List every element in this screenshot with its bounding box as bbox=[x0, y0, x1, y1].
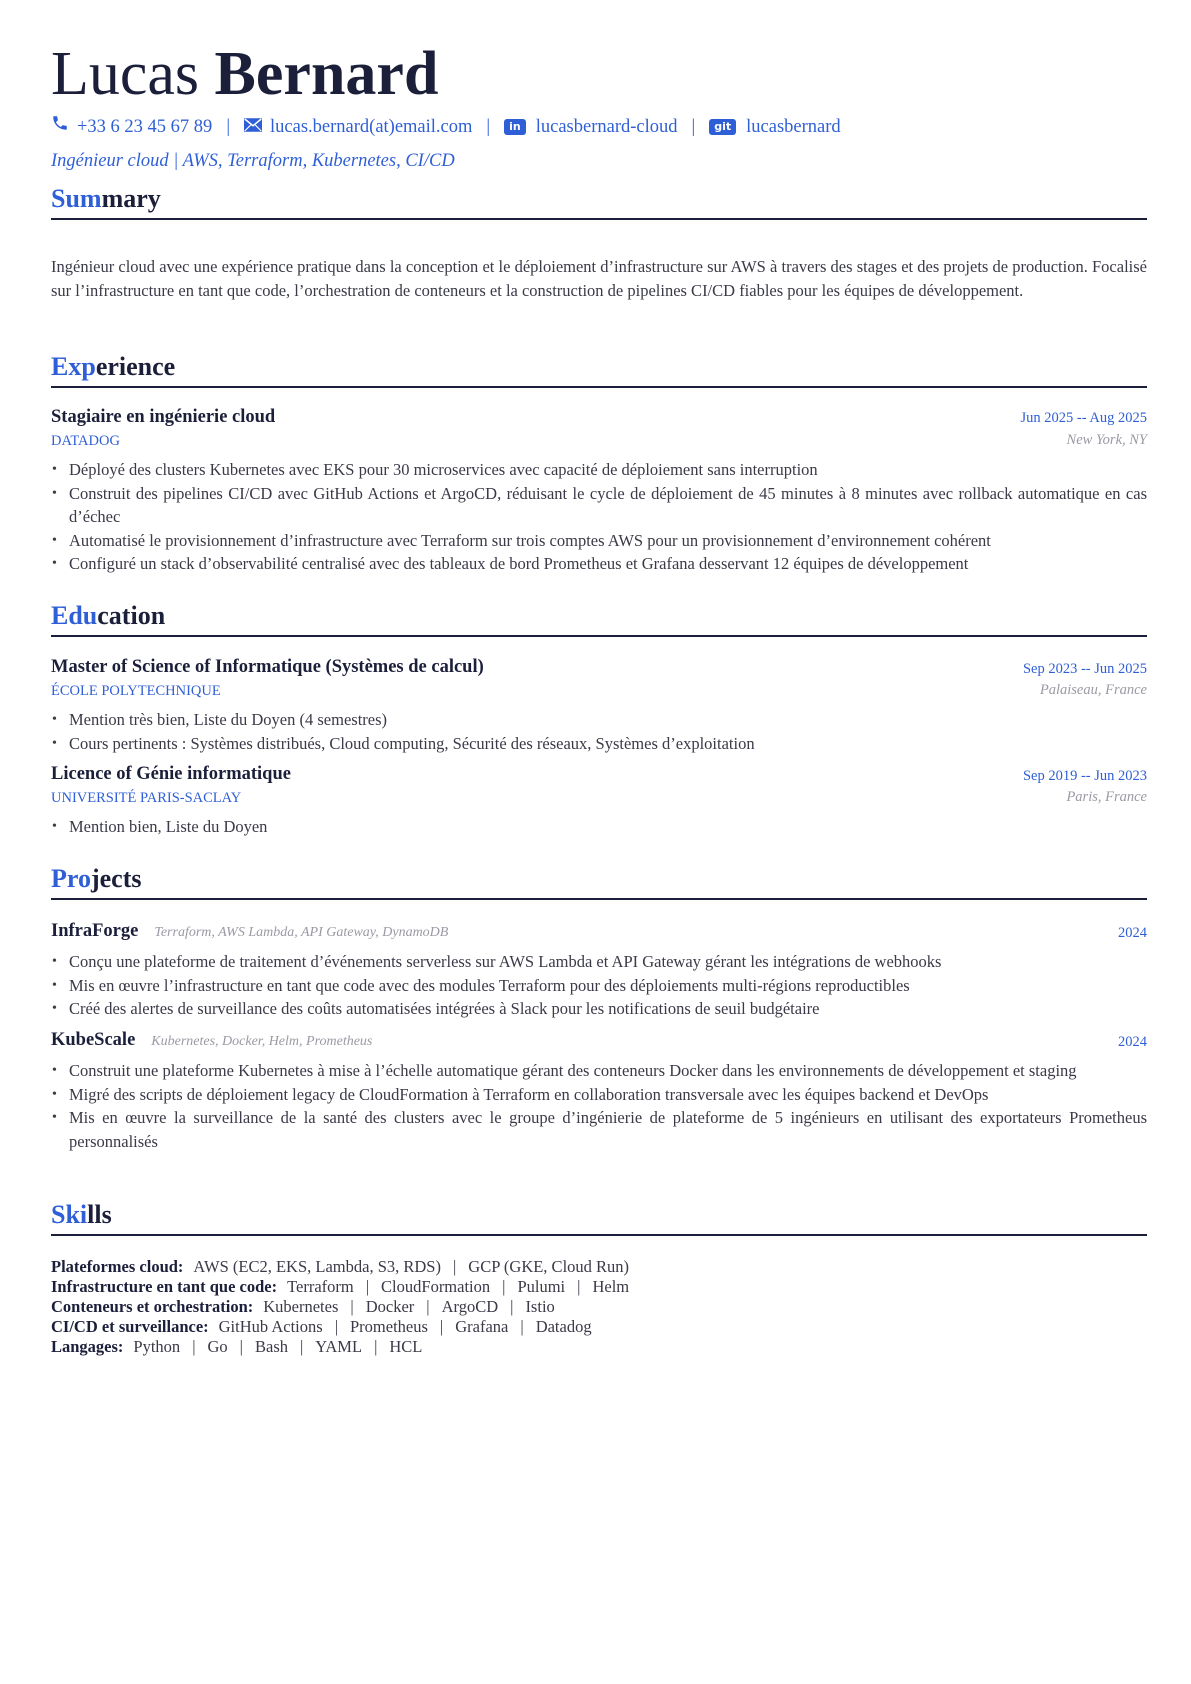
list-item: • Mis en œuvre la surveillance de la santé des clusters avec le groupe d’ingénierie de plateforme de 5 ingénieurs en utilisant des exportateurs Prometheus personnalisés bbox=[51, 1106, 1147, 1153]
separator: | bbox=[365, 1277, 370, 1296]
skills-list bbox=[51, 1257, 1147, 1357]
section-title-accent: Ski bbox=[51, 1200, 88, 1229]
separator: | bbox=[577, 1277, 581, 1296]
linkedin-icon: in bbox=[504, 119, 526, 135]
project-title bbox=[51, 1030, 372, 1051]
skill-item: YAML bbox=[315, 1337, 363, 1356]
list-item: • Construit des pipelines CI/CD avec GitHub Actions et ArgoCD, réduisant le cycle de déploiement de 45 minutes à 8 minutes avec rollback automatique en cas d’échec bbox=[51, 482, 1147, 529]
contact-bar bbox=[51, 114, 841, 139]
candidate-name bbox=[51, 38, 438, 110]
section-title-accent: Exp bbox=[51, 352, 96, 381]
skill-item: Datadog bbox=[535, 1317, 592, 1336]
project-tech: Kubernetes, Docker, Helm, Prometheus bbox=[151, 1034, 373, 1049]
skill-item: CloudFormation bbox=[381, 1277, 491, 1296]
degree-bullets bbox=[51, 708, 1147, 755]
skill-item: ArgoCD bbox=[441, 1297, 499, 1316]
project-bullets bbox=[51, 1059, 1147, 1153]
list-item: • Migré des scripts de déploiement legacy de CloudFormation à Terraform en collaboration transversale avec les équipes backend et DevOps bbox=[51, 1083, 1147, 1107]
skill-row bbox=[51, 1277, 1147, 1297]
job-date: Jun 2025 -- Aug 2025 bbox=[1020, 410, 1147, 426]
section-title-rest: jects bbox=[90, 864, 142, 893]
separator: | bbox=[299, 1337, 304, 1356]
list-item: • Configuré un stack d’observabilité centralisé avec des tableaux de bord Prometheus et Grafana desservant 12 équipes de développement bbox=[51, 552, 1147, 576]
separator: | bbox=[520, 1317, 524, 1336]
separator: | bbox=[334, 1317, 338, 1336]
separator: | bbox=[439, 1317, 444, 1336]
school-location: Palaiseau, France bbox=[1039, 682, 1147, 698]
list-item: • Conçu une plateforme de traitement d’événements serverless sur AWS Lambda et API Gateway gérant les intégrations de webhooks bbox=[51, 950, 1147, 974]
separator: | bbox=[510, 1297, 514, 1316]
job-bullets bbox=[51, 458, 1147, 576]
project-tech: Terraform, AWS Lambda, API Gateway, DynamoDB bbox=[154, 925, 449, 940]
phone-link[interactable]: +33 6 23 45 67 89 bbox=[77, 116, 213, 137]
section-title-experience bbox=[51, 351, 1147, 388]
list-item: • Mis en œuvre l’infrastructure en tant que code avec des modules Terraform pour des déploiements multi-régions reproductibles bbox=[51, 974, 1147, 998]
separator: | bbox=[192, 1337, 196, 1356]
tagline: Ingénieur cloud | AWS, Terraform, Kubernetes, CI/CD bbox=[51, 151, 455, 171]
project-date: 2024 bbox=[1118, 925, 1147, 941]
separator: | bbox=[486, 116, 491, 137]
section-title-rest: cation bbox=[97, 601, 166, 630]
skill-category: Conteneurs et orchestration: bbox=[51, 1297, 254, 1316]
section-title-rest: mary bbox=[101, 184, 161, 213]
section-title-summary bbox=[51, 183, 1147, 220]
separator: | bbox=[691, 116, 696, 137]
skill-item: Python bbox=[133, 1337, 181, 1356]
skill-item: Helm bbox=[592, 1277, 630, 1296]
separator: | bbox=[502, 1277, 506, 1296]
phone-icon bbox=[51, 114, 69, 139]
degree-date: Sep 2023 -- Jun 2025 bbox=[1022, 661, 1147, 677]
skill-item: Docker bbox=[365, 1297, 415, 1316]
separator: | bbox=[226, 116, 231, 137]
list-item: • Mention très bien, Liste du Doyen (4 semestres) bbox=[51, 708, 1147, 732]
section-title-rest: erience bbox=[95, 352, 176, 381]
summary-text: Ingénieur cloud avec une expérience pratique dans la conception et le déploiement d’infrastructure sur AWS à travers des stages et des projets de production. Focalisé sur l’infrastructure en tant que code, l’orchestration de conteneurs et la construction de pipelines CI/CD fiables pour les équipes de développement. bbox=[51, 257, 1147, 300]
degree-title: Licence of Génie informatique bbox=[51, 764, 291, 784]
project-bullets bbox=[51, 950, 1147, 1021]
first-name: Lucas bbox=[51, 40, 200, 108]
list-item: • Construit une plateforme Kubernetes à mise à l’échelle automatique gérant des conteneurs Docker dans les environnements de développement et staging bbox=[51, 1059, 1147, 1083]
separator: | bbox=[350, 1297, 354, 1316]
skill-item: Go bbox=[207, 1337, 228, 1356]
separator: | bbox=[239, 1337, 243, 1356]
skill-item: Grafana bbox=[455, 1317, 509, 1336]
project-name: KubeScale bbox=[51, 1030, 136, 1050]
skill-item: Prometheus bbox=[350, 1317, 428, 1336]
list-item: • Automatisé le provisionnement d’infrastructure avec Terraform sur trois comptes AWS pour un provisionnement d’environnement cohérent bbox=[51, 529, 1147, 553]
job-location: New York, NY bbox=[1066, 432, 1147, 448]
section-title-accent: Pro bbox=[51, 864, 91, 893]
skill-item: Pulumi bbox=[517, 1277, 566, 1296]
email-icon bbox=[244, 115, 262, 139]
github-link[interactable]: lucasbernard bbox=[746, 116, 841, 137]
skill-item: AWS (EC2, EKS, Lambda, S3, RDS) bbox=[193, 1257, 441, 1276]
section-title-education bbox=[51, 600, 1147, 637]
degree-title: Master of Science of Informatique (Systèmes de calcul) bbox=[51, 657, 484, 677]
skill-item: Istio bbox=[525, 1297, 555, 1316]
skill-item: Terraform bbox=[287, 1277, 354, 1296]
section-title-accent: Edu bbox=[51, 601, 98, 630]
project-name: InfraForge bbox=[51, 921, 139, 941]
separator: | bbox=[452, 1257, 457, 1276]
last-name: Bernard bbox=[214, 40, 439, 108]
linkedin-link[interactable]: lucasbernard-cloud bbox=[535, 116, 678, 137]
list-item: • Créé des alertes de surveillance des coûts automatisées intégrées à Slack pour les notifications de seuil budgétaire bbox=[51, 997, 1147, 1021]
skill-item: GitHub Actions bbox=[218, 1317, 323, 1336]
skill-item: HCL bbox=[389, 1337, 423, 1356]
skill-row bbox=[51, 1297, 1147, 1317]
skill-category: Infrastructure en tant que code: bbox=[51, 1277, 278, 1296]
section-title-accent: Sum bbox=[51, 184, 102, 213]
separator: | bbox=[426, 1297, 430, 1316]
list-item: • Déployé des clusters Kubernetes avec EKS pour 30 microservices avec capacité de déploiement sans interruption bbox=[51, 458, 1147, 482]
skill-category: Langages: bbox=[51, 1337, 124, 1356]
school-location: Paris, France bbox=[1066, 789, 1147, 805]
job-company: DATADOG bbox=[51, 433, 120, 449]
section-title-projects bbox=[51, 863, 1147, 900]
degree-date: Sep 2019 -- Jun 2023 bbox=[1022, 768, 1147, 784]
section-title-skills bbox=[51, 1199, 1147, 1236]
git-icon: git bbox=[709, 119, 736, 135]
section-title-rest: lls bbox=[87, 1200, 112, 1229]
skill-category: CI/CD et surveillance: bbox=[51, 1317, 209, 1336]
school-name: ÉCOLE POLYTECHNIQUE bbox=[51, 683, 221, 699]
skill-row bbox=[51, 1317, 1147, 1337]
skill-item: GCP (GKE, Cloud Run) bbox=[468, 1257, 630, 1276]
degree-bullets bbox=[51, 815, 1147, 839]
skill-item: Kubernetes bbox=[263, 1297, 339, 1316]
project-date: 2024 bbox=[1118, 1034, 1147, 1050]
separator: | bbox=[374, 1337, 378, 1356]
job-title: Stagiaire en ingénierie cloud bbox=[51, 407, 276, 427]
list-item: • Mention bien, Liste du Doyen bbox=[51, 815, 1147, 839]
project-title bbox=[51, 921, 448, 942]
email-link[interactable]: lucas.bernard(at)email.com bbox=[270, 116, 473, 137]
skill-item: Bash bbox=[254, 1337, 288, 1356]
list-item: • Cours pertinents : Systèmes distribués, Cloud computing, Sécurité des réseaux, Systèmes d’exploitation bbox=[51, 732, 1147, 756]
skill-row bbox=[51, 1337, 1147, 1357]
skill-row bbox=[51, 1257, 1147, 1277]
skill-category: Plateformes cloud: bbox=[51, 1257, 184, 1276]
school-name: UNIVERSITÉ PARIS-SACLAY bbox=[51, 790, 242, 806]
